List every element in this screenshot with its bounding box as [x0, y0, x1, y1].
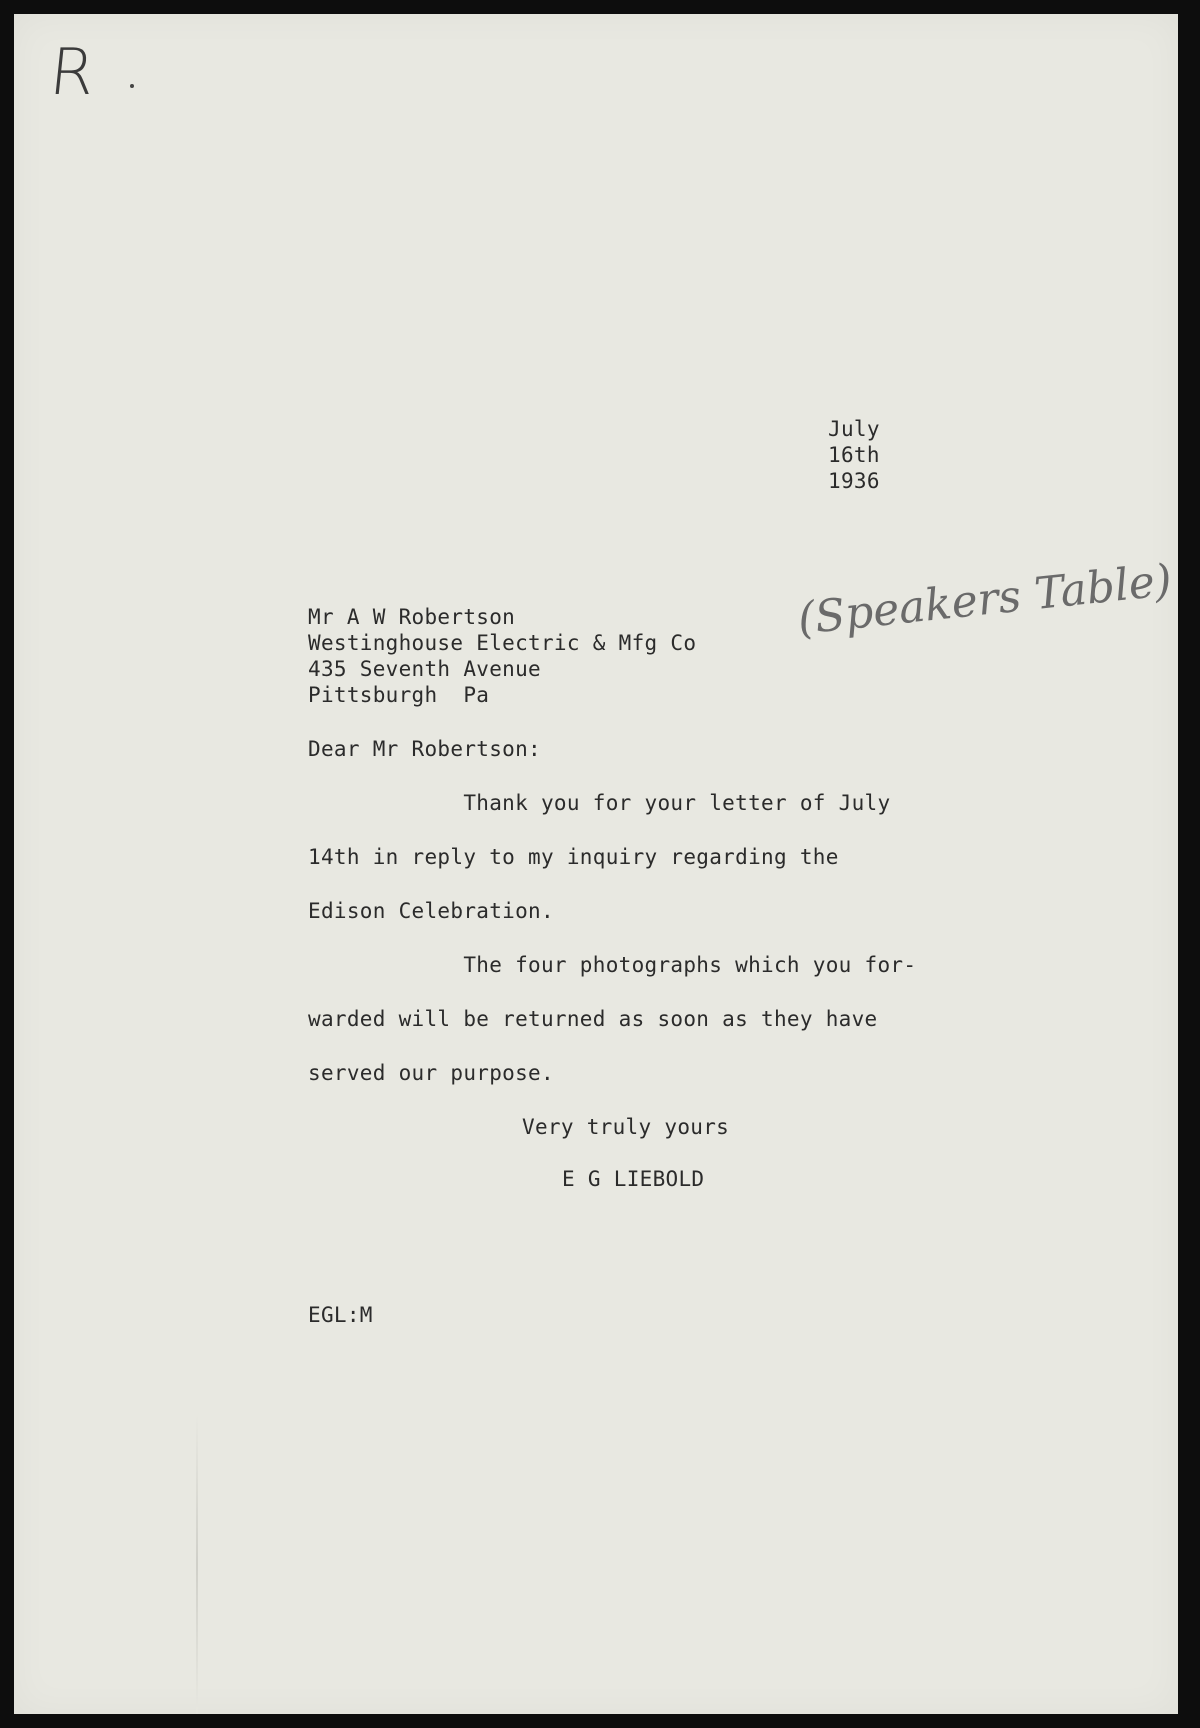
date-year: 1936 [828, 469, 880, 493]
signature: E G LIEBOLD [562, 1167, 705, 1191]
date-month: July [828, 417, 880, 441]
body-line: Thank you for your letter of July [308, 791, 891, 815]
body-line: 14th in reply to my inquiry regarding the [308, 845, 839, 869]
body-line: served our purpose. [308, 1061, 554, 1085]
ink-dot [130, 84, 134, 88]
recipient-name: Mr A W Robertson [308, 605, 516, 629]
body-line: Edison Celebration. [308, 899, 554, 923]
recipient-company: Westinghouse Electric & Mfg Co [308, 631, 697, 655]
closing: Very truly yours [522, 1115, 730, 1139]
date-day: 16th [828, 443, 880, 467]
recipient-city: Pittsburgh Pa [308, 683, 490, 707]
recipient-street: 435 Seventh Avenue [308, 657, 541, 681]
salutation: Dear Mr Robertson: [308, 737, 541, 761]
corner-mark: R [46, 36, 99, 110]
paper-crease [196, 1414, 198, 1714]
body-line: The four photographs which you for- [308, 953, 917, 977]
handwritten-note: (Speakers Table) [795, 554, 1175, 645]
letter-page [14, 14, 1178, 1714]
reference-initials: EGL:M [308, 1303, 373, 1327]
body-line: warded will be returned as soon as they have [308, 1007, 878, 1031]
